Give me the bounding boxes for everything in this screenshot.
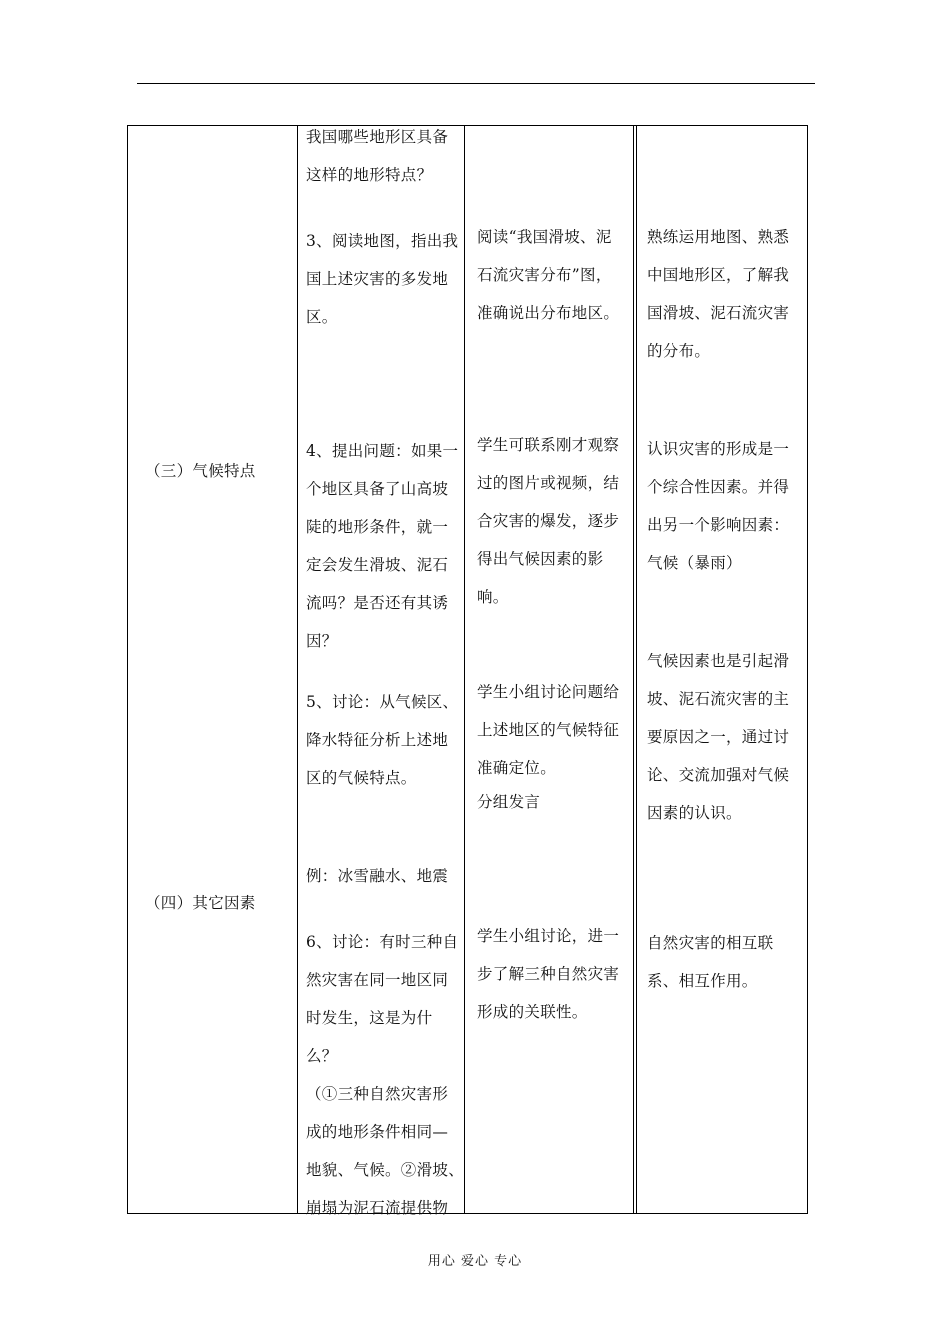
text-line: 上述地区的气候特征 (477, 721, 620, 739)
text-line: 因？ (306, 632, 338, 650)
column-divider-2 (464, 125, 465, 1214)
text-line: 学生可联系刚才观察 (477, 436, 620, 454)
text-line: 气候（暴雨） (647, 554, 742, 572)
text-line: 要原因之一，通过讨 (647, 728, 790, 746)
design-intent-4 (647, 430, 801, 582)
text-line: 过的图片或视频，结 (477, 474, 620, 492)
text-line: 响。 (477, 588, 509, 606)
text-line: 4、提出问题：如果一 (306, 442, 459, 460)
text-line: 这样的地形特点？ (306, 166, 433, 184)
student-activity-3 (477, 218, 629, 332)
text-line: 准确说出分布地区。 (477, 304, 620, 322)
text-line: 成的地形条件相同— (306, 1123, 449, 1141)
text-line: 论、交流加强对气候 (647, 766, 790, 784)
text-line: 地貌、气候。②滑坡、 (306, 1161, 465, 1179)
student-activity-5 (477, 673, 629, 787)
text-line: 6、讨论：有时三种自 (306, 933, 459, 951)
text-line: 我国哪些地形区具备 (306, 128, 449, 146)
text-line: 得出气候因素的影 (477, 550, 604, 568)
text-line: 认识灾害的形成是一 (647, 440, 790, 458)
group-presentation: 分组发言 (477, 793, 541, 811)
text-line: 3、阅读地图，指出我 (306, 232, 459, 250)
text-line: 系、相互作用。 (647, 972, 758, 990)
text-line: 因素的认识。 (647, 804, 742, 822)
section-heading-other-factors: （四）其它因素 (145, 894, 256, 912)
design-intent-3 (647, 218, 801, 370)
text-line: 准确定位。 (477, 759, 557, 777)
text-line: 降水特征分析上述地 (306, 731, 449, 749)
text-line: 坡、泥石流灾害的主 (647, 690, 790, 708)
text-line: 出另一个影响因素： (647, 516, 790, 534)
text-line: 自然灾害的相互联 (647, 934, 774, 952)
text-line: 区。 (306, 308, 338, 326)
design-intent-5 (647, 642, 801, 832)
header-rule (137, 83, 815, 84)
text-line: （①三种自然灾害形 (306, 1085, 449, 1103)
teacher-activity-6 (306, 923, 465, 1227)
example-line: 例：冰雪融水、地震 (306, 867, 449, 885)
text-line: 定会发生滑坡、泥石 (306, 556, 449, 574)
page-footer: 用心 爱心 专心 (427, 1254, 523, 1269)
text-line: 国滑坡、泥石流灾害 (647, 304, 790, 322)
text-line: 合灾害的爆发，逐步 (477, 512, 620, 530)
teacher-activity-3 (306, 222, 460, 336)
text-line: 阅读“我国滑坡、泥 (477, 228, 612, 246)
section-heading-climate: （三）气候特点 (145, 462, 256, 480)
text-line: 步了解三种自然灾害 (477, 965, 620, 983)
text-line: 中国地形区，了解我 (647, 266, 790, 284)
teacher-activity-terrain-question (306, 118, 460, 194)
column-divider-1 (297, 125, 298, 1214)
text-line: 个地区具备了山高坡 (306, 480, 449, 498)
text-line: 5、讨论：从气候区、 (306, 693, 459, 711)
text-line: 熟练运用地图、熟悉 (647, 228, 790, 246)
teacher-activity-4 (306, 432, 460, 660)
text-line: 个综合性因素。并得 (647, 478, 790, 496)
text-line: 形成的关联性。 (477, 1003, 588, 1021)
text-line: 的分布。 (647, 342, 711, 360)
text-line: 流吗？是否还有其诱 (306, 594, 449, 612)
column-divider-3 (633, 125, 634, 1214)
student-activity-6 (477, 917, 629, 1031)
text-line: 么？ (306, 1047, 338, 1065)
teacher-activity-5 (306, 683, 460, 797)
text-line: 崩塌为泥石流提供物 (306, 1199, 449, 1217)
text-line: 时发生，这是为什 (306, 1009, 433, 1027)
text-line: 学生小组讨论问题给 (477, 683, 620, 701)
text-line: 学生小组讨论，进一 (477, 927, 620, 945)
text-line: 石流灾害分布”图， (477, 266, 612, 284)
text-line: 区的气候特点。 (306, 769, 417, 787)
text-line: 陡的地形条件，就一 (306, 518, 449, 536)
design-intent-6 (647, 924, 801, 1000)
text-line: 气候因素也是引起滑 (647, 652, 790, 670)
text-line: 国上述灾害的多发地 (306, 270, 449, 288)
text-line: 然灾害在同一地区同 (306, 971, 449, 989)
student-activity-4 (477, 426, 629, 616)
